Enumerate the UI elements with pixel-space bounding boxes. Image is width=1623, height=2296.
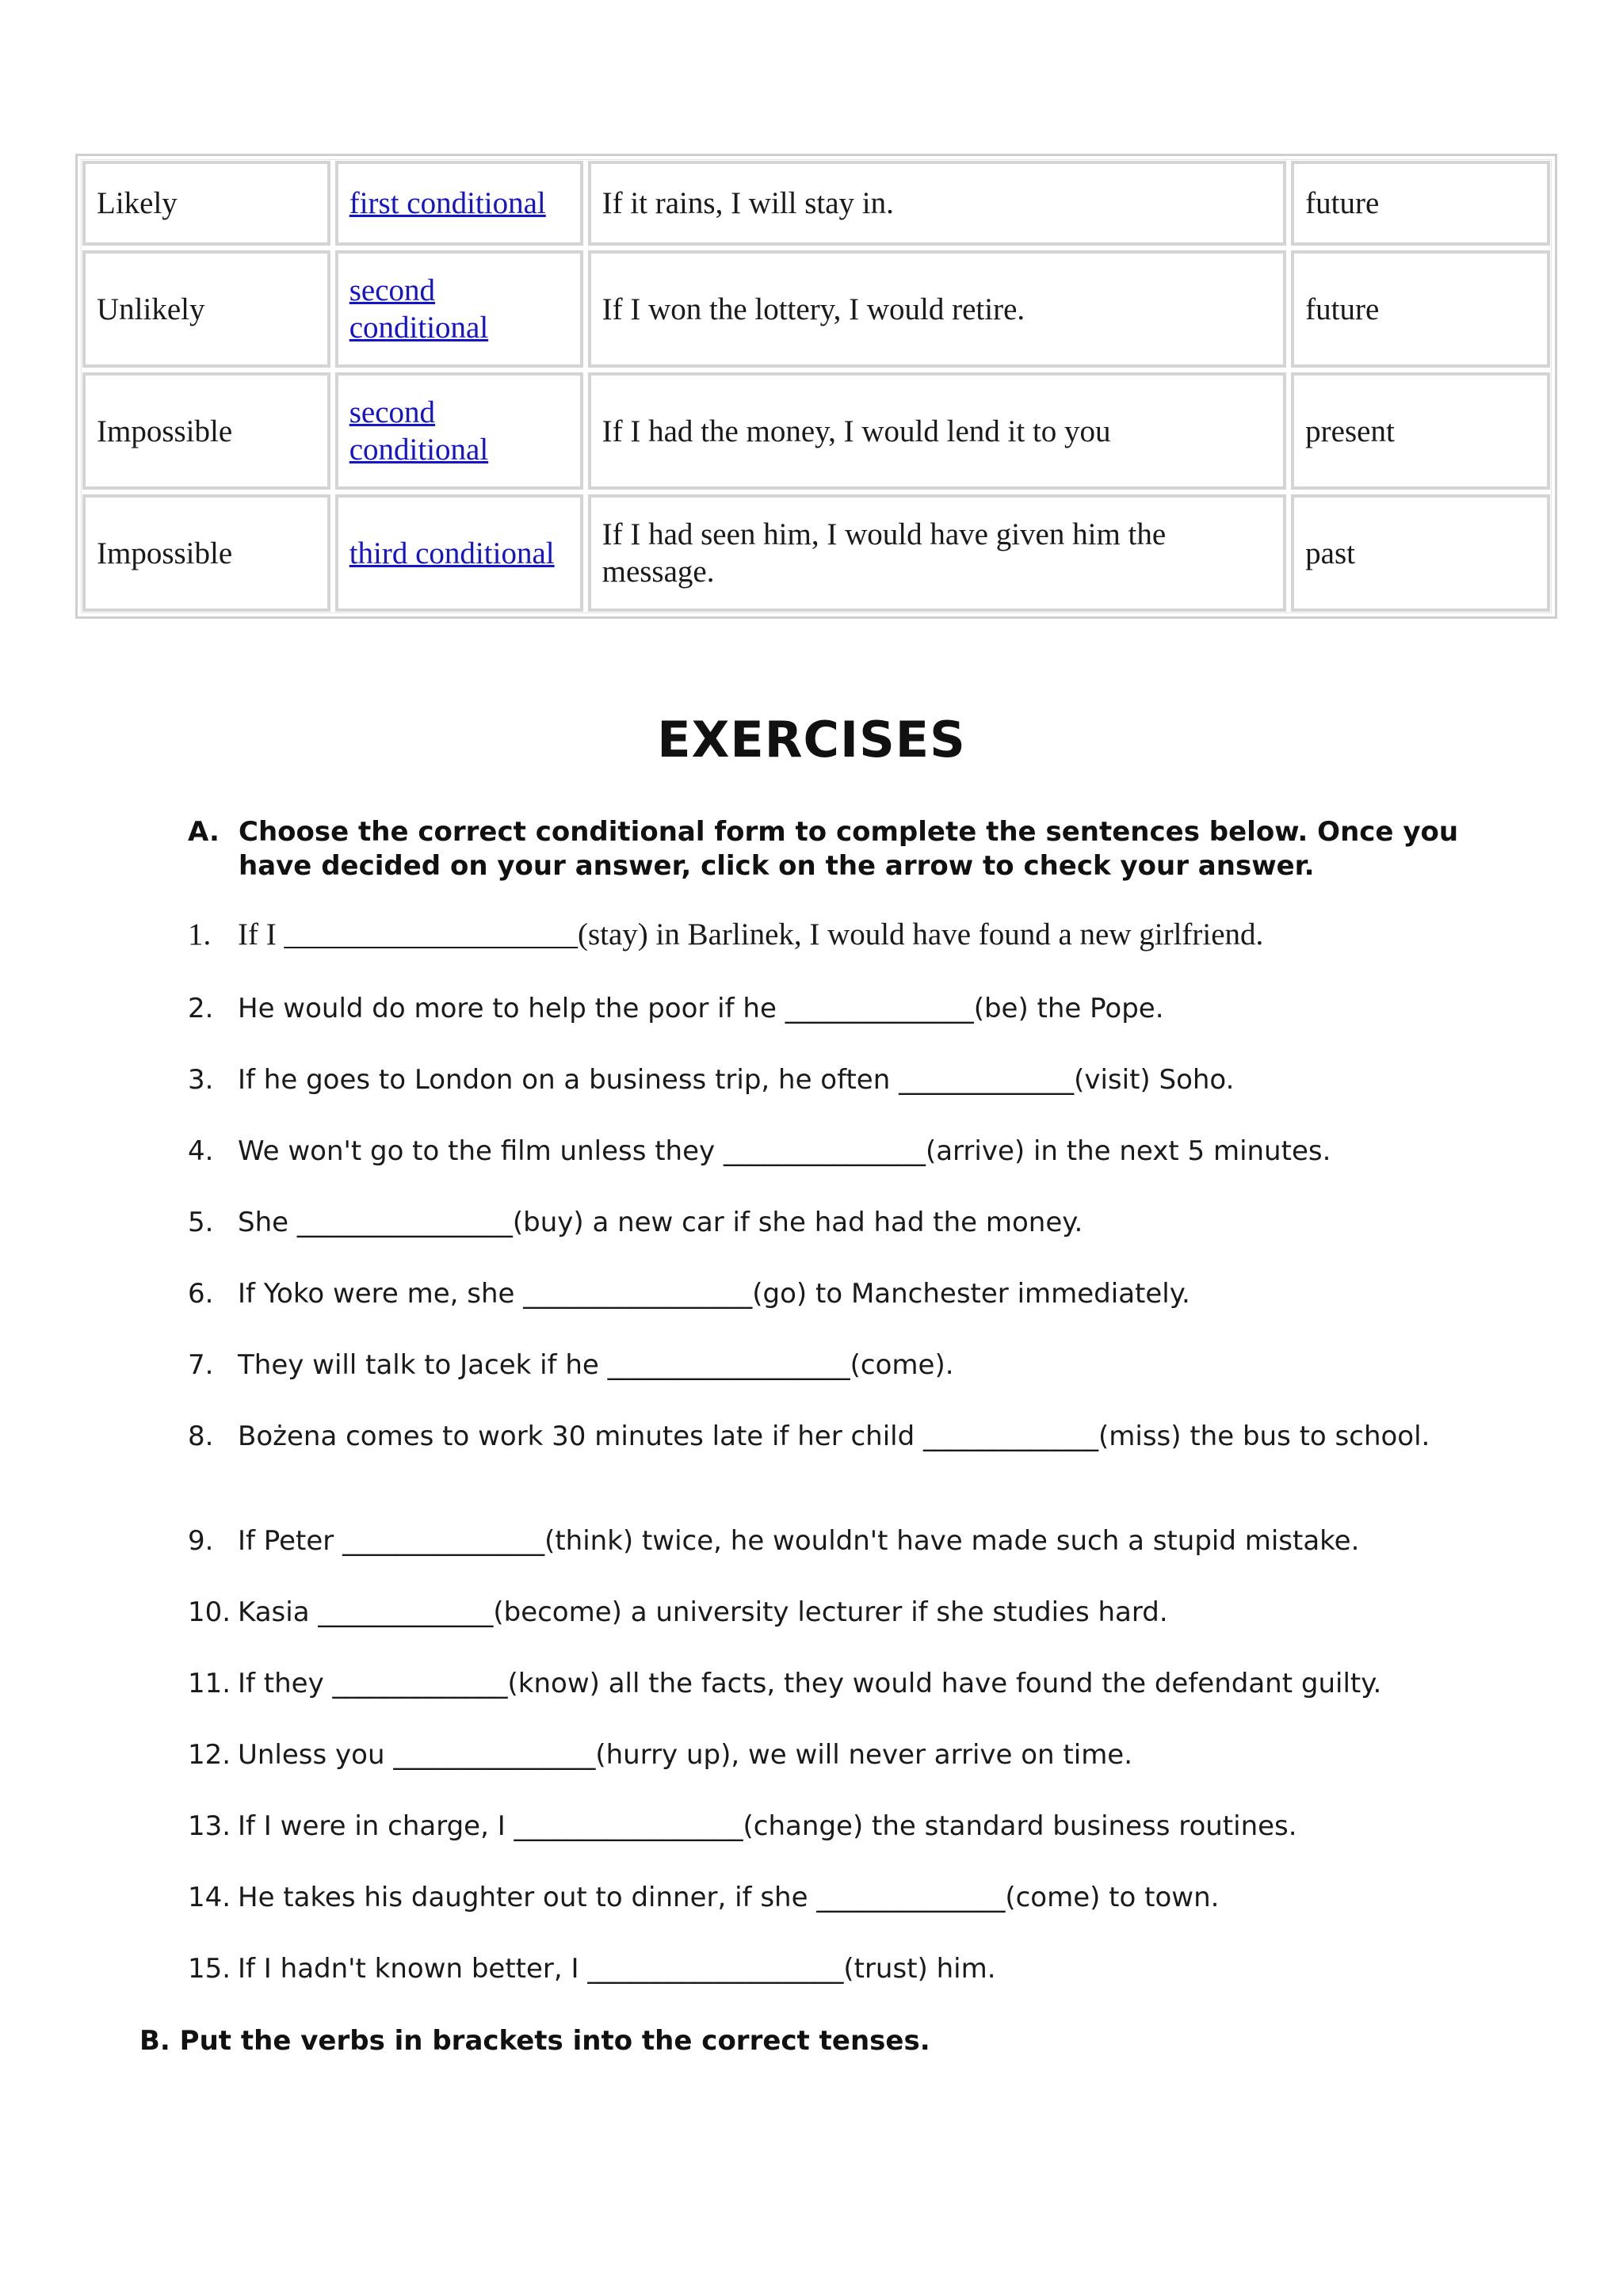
- exercise-text-after: (go) to Manchester immediately.: [752, 1278, 1190, 1310]
- probability-cell: Likely: [82, 161, 330, 246]
- exercise-item: [188, 1348, 1487, 1383]
- exercise-text-before: She: [238, 1207, 297, 1238]
- exercise-item: [188, 1420, 1487, 1454]
- exercise-text: [238, 1810, 1487, 1844]
- exercise-text-before: Unless you: [238, 1739, 394, 1771]
- exercise-text: [238, 1348, 1487, 1383]
- exercise-text-after: (buy) a new car if she had had the money.: [512, 1207, 1083, 1238]
- answer-blank[interactable]: ______________: [816, 1882, 1006, 1913]
- exercise-number: 13.: [188, 1810, 231, 1842]
- table-row: [82, 161, 1550, 246]
- exercise-text: [238, 1596, 1487, 1630]
- exercise-item: [188, 1135, 1487, 1169]
- exercise-item: [188, 1596, 1487, 1630]
- exercise-text-after: (miss) the bus to school.: [1098, 1421, 1430, 1452]
- exercise-text: [238, 1206, 1487, 1240]
- exercise-text: [238, 1667, 1487, 1701]
- time-cell: past: [1291, 494, 1550, 612]
- section-a-marker: A.: [188, 816, 220, 848]
- conditional-type-cell: [335, 161, 583, 246]
- answer-blank[interactable]: _______________: [723, 1135, 926, 1167]
- table-row: [82, 494, 1550, 612]
- exercise-text: [238, 917, 1487, 953]
- probability-cell: Impossible: [82, 372, 330, 490]
- exercise-text: [238, 1063, 1487, 1097]
- answer-blank[interactable]: _________________: [523, 1278, 753, 1310]
- exercise-text-before: If he goes to London on a business trip, he often: [238, 1064, 899, 1096]
- answer-blank[interactable]: ______________: [785, 993, 974, 1024]
- exercise-text: [238, 1277, 1487, 1311]
- answer-blank[interactable]: _________________: [514, 1810, 743, 1842]
- exercise-text-after: (come) to town.: [1005, 1882, 1220, 1913]
- exercise-text-before: Bożena comes to work 30 minutes late if her child: [238, 1421, 924, 1452]
- conditional-type-link[interactable]: second conditional: [349, 395, 489, 467]
- exercise-text-after: (become) a university lecturer if she studies hard.: [493, 1596, 1168, 1628]
- exercise-text-before: If I were in charge, I: [238, 1810, 514, 1842]
- conditional-type-link[interactable]: second conditional: [349, 273, 489, 345]
- exercise-text-after: (stay) in Barlinek, I would have found a new girlfriend.: [577, 917, 1264, 952]
- exercise-item: [188, 917, 1487, 953]
- exercise-item: [188, 1952, 1487, 1986]
- exercise-number: 7.: [188, 1349, 214, 1381]
- exercise-text-after: (come).: [850, 1349, 954, 1381]
- exercise-number: 2.: [188, 993, 214, 1024]
- exercise-text: [238, 1524, 1487, 1558]
- exercise-text-after: (hurry up), we will never arrive on time.: [595, 1739, 1133, 1771]
- section-b-instruction: B. Put the verbs in brackets into the correct tenses.: [139, 2025, 930, 2057]
- answer-blank[interactable]: ___________________: [587, 1953, 844, 1985]
- exercise-item: [188, 1277, 1487, 1311]
- probability-cell: Impossible: [82, 494, 330, 612]
- exercise-item: [188, 1738, 1487, 1772]
- table-row: [82, 250, 1550, 368]
- section-a: [188, 815, 1487, 1985]
- exercise-item: [188, 1667, 1487, 1701]
- answer-blank[interactable]: ___________________: [284, 917, 578, 952]
- time-cell: future: [1291, 250, 1550, 368]
- exercise-text-before: If Yoko were me, she: [238, 1278, 524, 1310]
- example-cell: If it rains, I will stay in.: [588, 161, 1287, 246]
- exercise-text-before: He takes his daughter out to dinner, if she: [238, 1882, 817, 1913]
- exercise-text-after: (visit) Soho.: [1074, 1064, 1235, 1096]
- exercise-text-before: If I: [238, 917, 285, 952]
- exercise-item: [188, 1206, 1487, 1240]
- conditional-type-cell: [335, 372, 583, 490]
- exercise-number: 1.: [188, 917, 212, 952]
- conditional-type-cell: [335, 250, 583, 368]
- exercise-number: 6.: [188, 1278, 214, 1310]
- conditional-type-cell: [335, 494, 583, 612]
- exercise-text-after: (arrive) in the next 5 minutes.: [925, 1135, 1331, 1167]
- exercise-text: [238, 1738, 1487, 1772]
- conditional-type-link[interactable]: third conditional: [349, 536, 555, 570]
- exercise-text-before: If Peter: [238, 1525, 343, 1557]
- exercise-item: [188, 1810, 1487, 1844]
- exercise-text-after: (trust) him.: [843, 1953, 996, 1985]
- exercise-text: [238, 992, 1487, 1026]
- answer-blank[interactable]: _____________: [318, 1596, 494, 1628]
- exercise-text-before: If I hadn't known better, I: [238, 1953, 588, 1985]
- answer-blank[interactable]: __________________: [607, 1349, 850, 1381]
- exercise-text-after: (know) all the facts, they would have found the defendant guilty.: [507, 1668, 1382, 1699]
- exercise-text: [238, 1420, 1487, 1454]
- section-a-instruction-text: Choose the correct conditional form to complete the sentences below. Once you have decided on your answer, click on the arrow to check your answer.: [239, 816, 1459, 882]
- exercise-text-before: They will talk to Jacek if he: [238, 1349, 608, 1381]
- exercise-item: [188, 1881, 1487, 1915]
- exercise-number: 10.: [188, 1596, 231, 1628]
- exercise-number: 11.: [188, 1668, 231, 1699]
- exercise-text-after: (change) the standard business routines.: [743, 1810, 1297, 1842]
- exercises-heading: EXERCISES: [657, 711, 966, 769]
- time-cell: future: [1291, 161, 1550, 246]
- answer-blank[interactable]: _____________: [923, 1421, 1099, 1452]
- answer-blank[interactable]: _______________: [393, 1739, 596, 1771]
- exercise-number: 9.: [188, 1525, 214, 1557]
- exercise-text-before: Kasia: [238, 1596, 319, 1628]
- exercise-text-before: If they: [238, 1668, 333, 1699]
- exercise-number: 12.: [188, 1739, 231, 1771]
- exercise-text: [238, 1881, 1487, 1915]
- answer-blank[interactable]: _____________: [332, 1668, 508, 1699]
- example-cell: If I had seen him, I would have given him the message.: [588, 494, 1287, 612]
- exercise-text-after: (think) twice, he wouldn't have made such a stupid mistake.: [544, 1525, 1360, 1557]
- exercise-number: 8.: [188, 1421, 214, 1452]
- exercise-number: 4.: [188, 1135, 214, 1167]
- conditional-type-link[interactable]: first conditional: [349, 186, 546, 220]
- exercise-text: [238, 1952, 1487, 1986]
- exercise-item: [188, 992, 1487, 1026]
- conditionals-table: [75, 154, 1557, 619]
- answer-blank[interactable]: ________________: [296, 1207, 513, 1238]
- exercise-number: 15.: [188, 1953, 231, 1985]
- exercise-text: [238, 1135, 1487, 1169]
- exercise-number: 3.: [188, 1064, 214, 1096]
- table-row: [82, 372, 1550, 490]
- answer-blank[interactable]: _______________: [342, 1525, 545, 1557]
- example-cell: If I had the money, I would lend it to you: [588, 372, 1287, 490]
- exercise-item: [188, 1524, 1487, 1558]
- probability-cell: Unlikely: [82, 250, 330, 368]
- exercise-number: 5.: [188, 1207, 214, 1238]
- example-cell: If I won the lottery, I would retire.: [588, 250, 1287, 368]
- exercise-text-before: We won't go to the film unless they: [238, 1135, 724, 1167]
- exercise-text-before: He would do more to help the poor if he: [238, 993, 785, 1024]
- exercise-text-after: (be) the Pope.: [973, 993, 1164, 1024]
- section-a-instruction: [188, 815, 1487, 883]
- exercise-item: [188, 1063, 1487, 1097]
- exercise-number: 14.: [188, 1882, 231, 1913]
- answer-blank[interactable]: _____________: [899, 1064, 1075, 1096]
- time-cell: present: [1291, 372, 1550, 490]
